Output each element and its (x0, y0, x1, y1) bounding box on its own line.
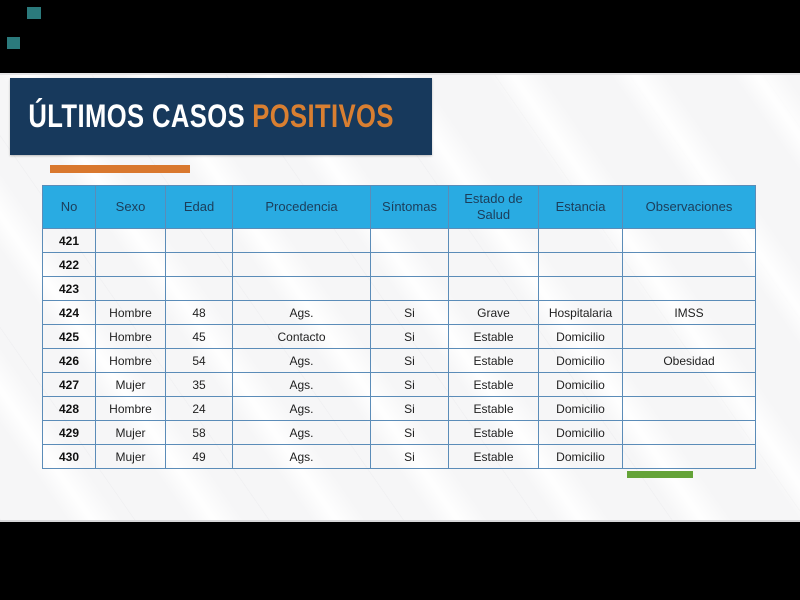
table-cell (233, 229, 371, 253)
table-cell: Estable (449, 349, 539, 373)
case-number-cell: 425 (43, 325, 96, 349)
table-cell: 35 (166, 373, 233, 397)
table-cell: Si (371, 349, 449, 373)
table-cell: Ags. (233, 397, 371, 421)
column-header: Sexo (96, 186, 166, 229)
table-cell: Si (371, 373, 449, 397)
table-cell (371, 253, 449, 277)
table-row (43, 349, 756, 373)
table-cell (166, 229, 233, 253)
table-cell (623, 253, 756, 277)
table-cell: Mujer (96, 421, 166, 445)
table-cell (96, 253, 166, 277)
slide-title (10, 98, 394, 135)
table-cell: Mujer (96, 373, 166, 397)
table-cell: Hombre (96, 325, 166, 349)
table-row (43, 397, 756, 421)
column-header: Edad (166, 186, 233, 229)
case-number-cell: 423 (43, 277, 96, 301)
table-cell: Si (371, 301, 449, 325)
table-cell: 49 (166, 445, 233, 469)
table-cell: Estable (449, 397, 539, 421)
table-cell (96, 277, 166, 301)
case-number-cell: 422 (43, 253, 96, 277)
table-cell (539, 229, 623, 253)
teal-corner-square-top (27, 7, 41, 19)
table-cell (166, 277, 233, 301)
table-row (43, 229, 756, 253)
slide-title-primary: ÚLTIMOS CASOS (28, 98, 246, 134)
slide-canvas (0, 73, 800, 522)
table-cell: Ags. (233, 421, 371, 445)
case-number-cell: 426 (43, 349, 96, 373)
table-cell (371, 229, 449, 253)
table-cell (623, 325, 756, 349)
table-row (43, 277, 756, 301)
column-header: Síntomas (371, 186, 449, 229)
case-number-cell: 424 (43, 301, 96, 325)
teal-corner-square-left (7, 37, 20, 49)
table-cell (623, 397, 756, 421)
table-cell: Domicilio (539, 325, 623, 349)
table-cell (233, 253, 371, 277)
title-underline-bar (50, 165, 190, 173)
table-row (43, 445, 756, 469)
table-cell: Hombre (96, 349, 166, 373)
table-cell (166, 253, 233, 277)
table-cell: Hombre (96, 301, 166, 325)
table-cell (539, 277, 623, 301)
table-cell: Domicilio (539, 373, 623, 397)
table-cell: 54 (166, 349, 233, 373)
table-cell: Hospitalaria (539, 301, 623, 325)
table-cell: Grave (449, 301, 539, 325)
case-number-cell: 428 (43, 397, 96, 421)
table-cell (623, 277, 756, 301)
table-cell (449, 253, 539, 277)
table-cell: Ags. (233, 373, 371, 397)
table-body (43, 229, 756, 469)
table-cell: Si (371, 325, 449, 349)
table-row (43, 301, 756, 325)
case-number-cell: 421 (43, 229, 96, 253)
table-cell (623, 421, 756, 445)
table-cell: Domicilio (539, 445, 623, 469)
table-cell: Ags. (233, 445, 371, 469)
table-cell: Estable (449, 373, 539, 397)
slide-title-accent: POSITIVOS (252, 98, 394, 134)
table-cell (623, 445, 756, 469)
table-cell: Contacto (233, 325, 371, 349)
table-row (43, 421, 756, 445)
table-cell: Domicilio (539, 349, 623, 373)
table-cell: Estable (449, 445, 539, 469)
column-header: Estancia (539, 186, 623, 229)
table-cell: Domicilio (539, 397, 623, 421)
table-cell (96, 229, 166, 253)
table-cell: Obesidad (623, 349, 756, 373)
table-cell: Domicilio (539, 421, 623, 445)
table-cell: Estable (449, 421, 539, 445)
table-cell (449, 277, 539, 301)
green-accent-bar (627, 471, 693, 478)
column-header: Observaciones (623, 186, 756, 229)
column-header: Procedencia (233, 186, 371, 229)
table-cell: Si (371, 397, 449, 421)
table-cell: Si (371, 445, 449, 469)
case-number-cell: 430 (43, 445, 96, 469)
table-header-row (43, 186, 756, 229)
table-cell (623, 229, 756, 253)
table-cell: 58 (166, 421, 233, 445)
table-cell (371, 277, 449, 301)
case-number-cell: 429 (43, 421, 96, 445)
table-cell (233, 277, 371, 301)
column-header: No (43, 186, 96, 229)
table-cell: IMSS (623, 301, 756, 325)
case-number-cell: 427 (43, 373, 96, 397)
table-cell (449, 229, 539, 253)
table-cell: 24 (166, 397, 233, 421)
table-cell: Mujer (96, 445, 166, 469)
table-cell: 48 (166, 301, 233, 325)
table-header (43, 186, 756, 229)
table-cell: Ags. (233, 349, 371, 373)
table-cell (623, 373, 756, 397)
table-row (43, 253, 756, 277)
table-cell: Ags. (233, 301, 371, 325)
positive-cases-table (42, 185, 756, 469)
title-banner (10, 78, 432, 155)
table-row (43, 325, 756, 349)
table-cell: Estable (449, 325, 539, 349)
table-cell: Hombre (96, 397, 166, 421)
column-header: Estado de Salud (449, 186, 539, 229)
table-cell: 45 (166, 325, 233, 349)
table-cell (539, 253, 623, 277)
table-cell: Si (371, 421, 449, 445)
table-row (43, 373, 756, 397)
